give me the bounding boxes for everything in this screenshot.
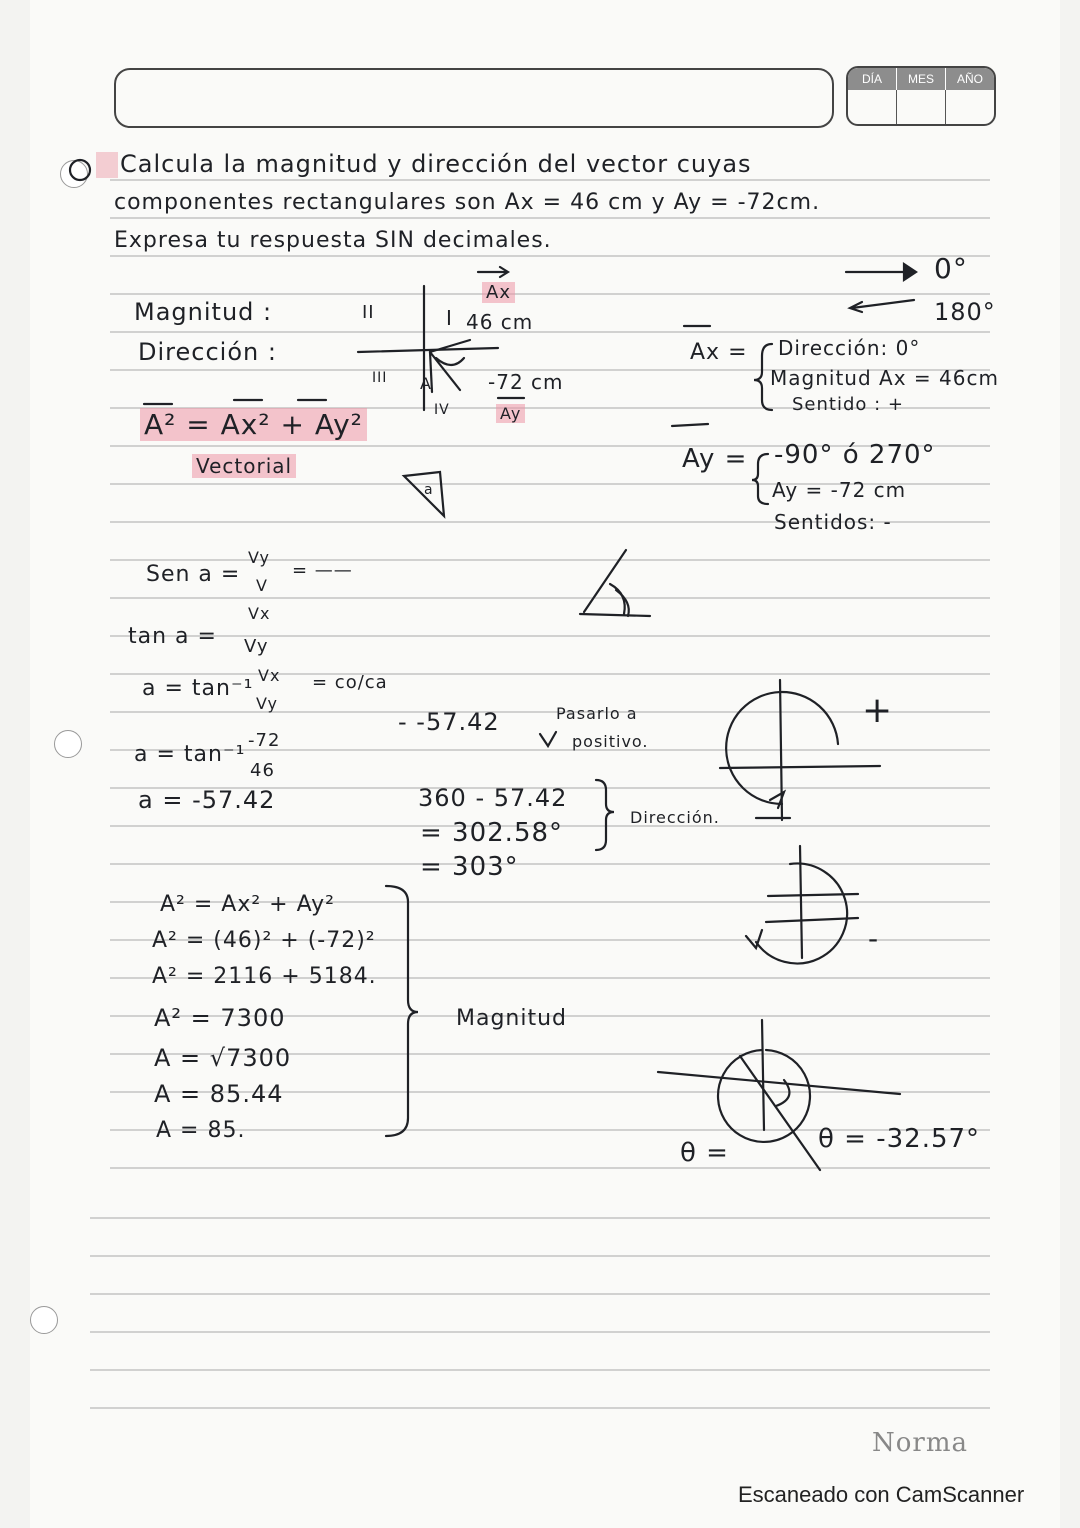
- atan2-den: 46: [250, 760, 275, 781]
- minus-sign: -: [868, 922, 880, 955]
- quadrant-1: I: [446, 306, 453, 330]
- vector-formula: A² = Ax² + Ay²: [140, 408, 367, 441]
- ax-info-direction: Dirección: 0°: [778, 336, 921, 360]
- theta-value: θ = -32.57°: [818, 1124, 981, 1154]
- plus-sign: +: [862, 690, 894, 731]
- atan-lhs: a = tan⁻¹: [142, 676, 254, 701]
- atan2-num: -72: [248, 730, 281, 751]
- note-line-2: positivo.: [572, 732, 649, 751]
- quadrant-3: III: [372, 370, 388, 386]
- direccion-label: Dirección :: [138, 338, 277, 366]
- atan2-lhs: a = tan⁻¹: [134, 742, 246, 767]
- date-month-label: MES: [897, 68, 946, 90]
- date-day-label: DÍA: [848, 68, 897, 90]
- date-year-label: AÑO: [956, 72, 983, 86]
- ax-info-name: Ax =: [690, 340, 748, 365]
- ay-info-direction: -90° ó 270°: [774, 440, 936, 470]
- ax-info-sense: Sentido : +: [792, 394, 904, 415]
- co-ca: = co/ca: [312, 672, 388, 693]
- atan-den: Vy: [256, 694, 278, 713]
- quadrant-4: IV: [434, 402, 450, 418]
- vectorial-label: Vectorial: [192, 454, 296, 478]
- neg-value: - -57.42: [398, 708, 500, 736]
- direction-step-2: = 302.58°: [420, 818, 564, 848]
- problem-line-2: componentes rectangulares son Ax = 46 cm y Ay = -72cm.: [114, 190, 821, 215]
- brand-logo: Norma: [872, 1428, 968, 1458]
- magnitude-step-7: A = 85.: [156, 1118, 246, 1143]
- atan-num: Vx: [258, 666, 281, 685]
- one-eighty-degrees: 180°: [934, 298, 996, 326]
- magnitud-label: Magnitud :: [134, 298, 273, 326]
- sen-den: V: [256, 576, 268, 595]
- a-label-sketch: A: [420, 374, 432, 393]
- magnitude-step-2: A² = (46)² + (-72)²: [152, 928, 376, 953]
- problem-line-3: Expresa tu respuesta SIN decimales.: [114, 228, 552, 253]
- tan-num: Vx: [248, 604, 271, 623]
- ay-info-name: Ay =: [682, 444, 748, 474]
- ax-value-sketch: 46 cm: [466, 310, 534, 334]
- theta-label: θ =: [680, 1138, 729, 1168]
- ay-info-sense: Sentidos: -: [774, 510, 892, 534]
- ax-label-sketch: Ax: [482, 282, 515, 303]
- tan-den: Vy: [244, 636, 269, 657]
- direction-label: Dirección.: [630, 808, 720, 827]
- tan-lhs: tan a =: [128, 624, 217, 649]
- scanner-watermark: Escaneado con CamScanner: [738, 1482, 1025, 1507]
- magnitude-step-5: A = √7300: [154, 1044, 292, 1072]
- zero-degrees: 0°: [934, 252, 968, 285]
- quadrant-2: II: [362, 302, 375, 323]
- alpha-result: a = -57.42: [138, 786, 276, 814]
- sen-eq: = ——: [292, 560, 353, 581]
- problem-line-1: Calcula la magnitud y dirección del vector cuyas: [120, 150, 752, 178]
- magnitude-step-4: A² = 7300: [154, 1004, 286, 1032]
- ay-value-sketch: -72 cm: [488, 370, 564, 394]
- sen-num: Vy: [248, 548, 270, 567]
- sen-lhs: Sen a =: [146, 562, 241, 587]
- ax-info-magnitude: Magnitud Ax = 46cm: [770, 366, 999, 390]
- magnitude-step-1: A² = Ax² + Ay²: [160, 892, 335, 917]
- ay-label-sketch: Ay: [496, 404, 525, 423]
- direction-step-3: = 303°: [420, 852, 519, 882]
- magnitude-step-3: A² = 2116 + 5184.: [152, 964, 377, 989]
- note-line-1: Pasarlo a: [556, 704, 638, 723]
- magnitude-step-6: A = 85.44: [154, 1080, 284, 1108]
- magnitude-label: Magnitud: [456, 1006, 568, 1031]
- alpha-triangle-label: a: [424, 482, 434, 498]
- ay-info-magnitude: Ay = -72 cm: [772, 478, 907, 502]
- direction-step-1: 360 - 57.42: [418, 784, 568, 812]
